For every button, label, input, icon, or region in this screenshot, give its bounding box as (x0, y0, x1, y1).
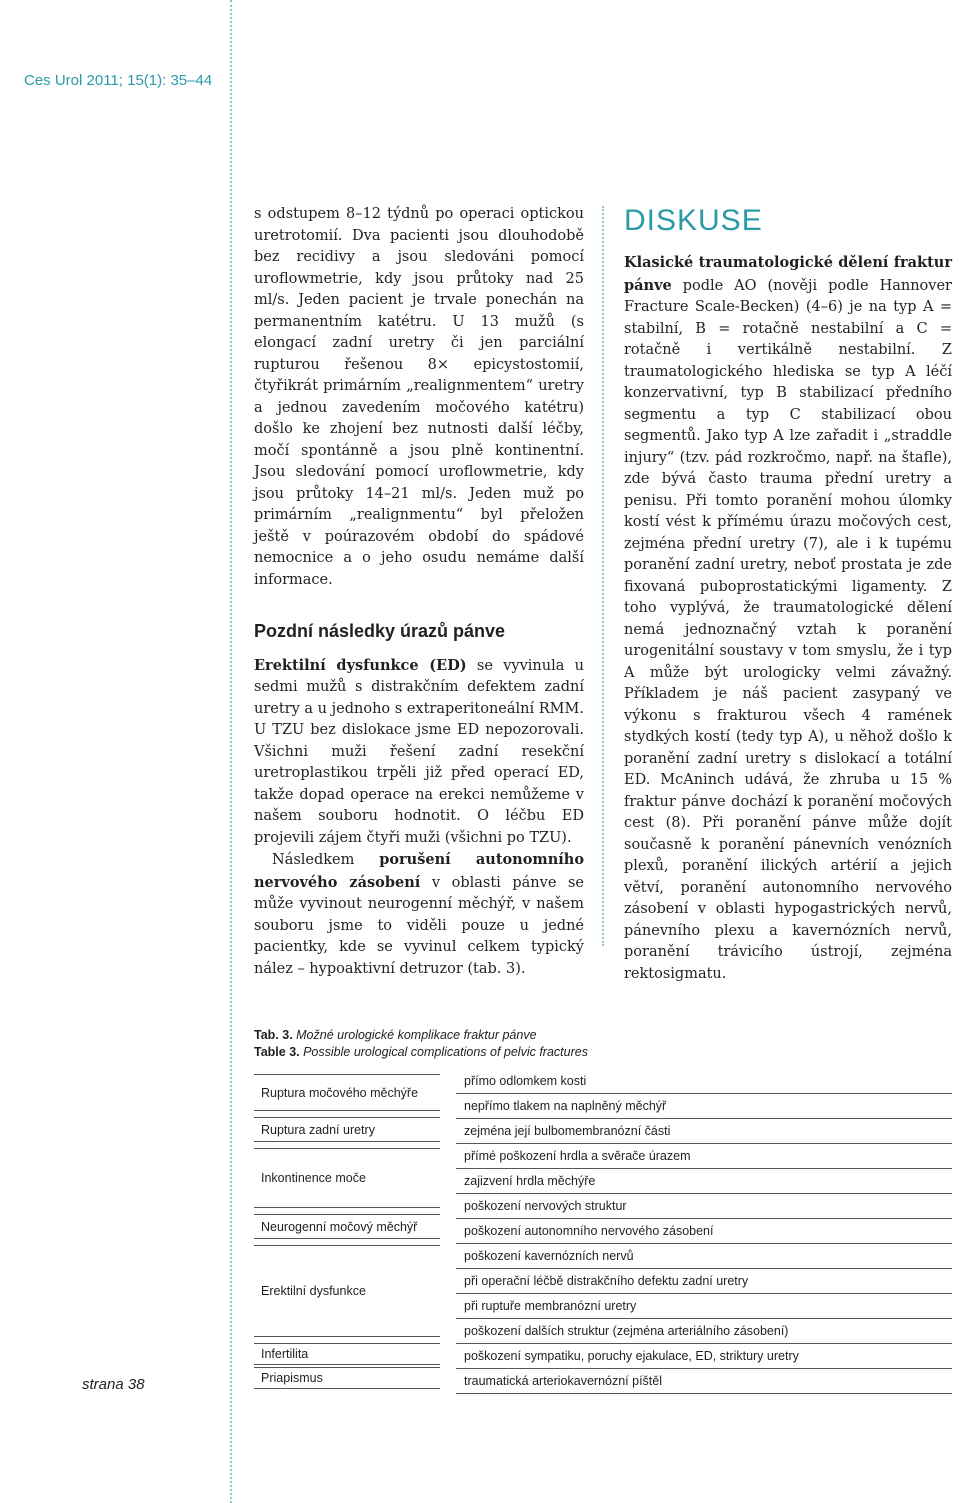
table-right-cell-text: přímé poškození hrdla a svěrače úrazem (464, 1149, 691, 1163)
left-text-column (254, 204, 584, 980)
right-text-column (624, 204, 952, 985)
page-number: strana 38 (82, 1376, 145, 1393)
table-right-cell-text: při operační léčbě distrakčního defektu zadní uretry (464, 1274, 749, 1288)
paragraph-autonomic-nerve (254, 849, 584, 980)
table-left-cell-text: Neurogenní močový měchýř (261, 1219, 418, 1234)
table-left-cell-text: Inkontinence moče (261, 1171, 366, 1185)
table-right-cell (456, 1343, 952, 1368)
table-right-cell-text: poškození nervových struktur (464, 1199, 627, 1213)
paragraph-autonomic-body: v oblasti pánve se může vyvinout neurogenní měchýř, v našem souboru jsme to viděli pouze u jedné pacientky, kde se vyvinul celkem typický nález – hypoaktivní detruzor (tab. 3). (254, 874, 585, 977)
table-right-cell (456, 1068, 952, 1093)
section-heading-discussion: DISKUSE (624, 204, 763, 237)
paragraph-erectile-dysfunction (254, 655, 584, 850)
table-right-cell (456, 1118, 952, 1143)
table-right-cell-text: poškození kavernózních nervů (464, 1249, 634, 1263)
table-right-cell (456, 1268, 952, 1293)
table-right-cell-text: přímo odlomkem kosti (464, 1073, 587, 1088)
table-right-cell-text: poškození sympatiku, poruchy ejakulace, ED, striktury uretry (464, 1349, 799, 1363)
table-bottom-rule (456, 1393, 952, 1394)
table-label-cs: Tab. 3. (254, 1028, 293, 1042)
sidebar (0, 0, 230, 1503)
section-heading-late-consequences: Pozdní následky úrazů pánve (254, 621, 506, 641)
journal-reference: Ces Urol 2011; 15(1): 35–44 (24, 72, 213, 89)
column-divider (602, 206, 604, 946)
term-autonomic-nerve-damage: porušení autonomního nervového zásobení (254, 851, 585, 891)
paragraph-discussion (624, 252, 952, 985)
table-left-cell (254, 1117, 440, 1142)
table-left-cell-text: Priapismus (261, 1371, 323, 1385)
table-right-cell (456, 1093, 952, 1118)
table-title-cs: Možné urologické komplikace fraktur pánve (292, 1028, 537, 1042)
table-right-cell-text: poškození dalších struktur (zejména arteriálního zásobení) (464, 1324, 789, 1338)
table-right-cell (456, 1368, 952, 1393)
table-right-cell-text: poškození autonomního nervového zásobení (464, 1224, 714, 1238)
table-left-cell-text: Ruptura močového měchýře (261, 1085, 419, 1100)
table-left-cell (254, 1367, 440, 1389)
sidebar-divider (230, 0, 232, 1503)
paragraph-autonomic-start: Následkem (272, 852, 380, 868)
table-caption (254, 1027, 588, 1061)
table-caption-en (254, 1044, 588, 1061)
paragraph-results-continued: s odstupem 8–12 týdnů po operaci optickou uretrotomií. Dva pacienti jsou dlouhodobě bez recidivy a jsou sledováni pomocí uroflowmetrie, kdy jsou průtoky nad 25 ml/s. Jeden pacient je trvale ponechán na permanentním katétru. U 13 mužů (s elongací zadní uretry či jen parciální rupturou řešenou 8× epicystostomií, čtyřikrát primárním „realignmentem“ uretry a jednou zavedením močového katétru) došlo ke zhojení bez nutnosti další léčby, močí spontánně a jsou plně kontinentní. Jsou sledování pomocí uroflowmetrie, kdy jsou průtoky 14–21 ml/s. Jeden muž po primárním „realignmentu“ byl přeložen ještě v poúrazovém období do spádové nemocnice a o jeho osudu nemáme další informace. (254, 206, 584, 588)
table-left-cell-text: Ruptura zadní uretry (261, 1122, 375, 1137)
table-right-cell (456, 1143, 952, 1168)
term-classification: Klasické traumatologické dělení fraktur pánve (624, 254, 952, 294)
table-right-cell-text: při ruptuře membranózní uretry (464, 1299, 637, 1313)
table-right-cell (456, 1218, 952, 1243)
table-right-cell (456, 1293, 952, 1318)
table-left-cell (254, 1148, 440, 1208)
table-right-cell (456, 1243, 952, 1268)
table-right-cell (456, 1318, 952, 1343)
table-right-cell-text: zejména její bulbomembranózní části (464, 1124, 671, 1138)
table-right-cell-text: traumatická arteriokavernózní píštěl (464, 1374, 663, 1388)
paragraph-ed-body: se vyvinula u sedmi mužů s distrakčním defektem zadní uretry a u jednoho s extraperitoneální RMM. U TZU bez dislokace jsme ED nepozorovali. Všichni muži řešení zadní resekční uretroplastikou trpěli již před operací ED, takže dopad operace na erekci nemůžeme v našem souboru hodnotit. O léčbu ED projevili zájem čtyři muži (všichni po TZU). (254, 657, 584, 846)
table-caption-cs (254, 1027, 588, 1044)
paragraph-discussion-body: podle AO (nověji podle Hannover Fracture Scale-Becken) (4–6) je na typ A = stabilní, B = rotačně nestabilní a C = rotačně i vertikálně nestabilní. Z traumatologického hlediska se typ A léčí konzervativní, typ B stabilizací předního segmentu a typ C stabilizací obou segmentů. Jako typ A lze zařadit i „straddle injury“ (tzv. pád rozkročmo, např. na štafle), zde bývá často trauma přední uretry a penisu. Při tomto poranění mohou úlomky kostí vést k přímému úrazu močových cest, zejména přední uretry (7), ale i k tupému poranění zadní uretry, neboť prostata je zde fixovaná puboprostatickými ligamenty. Z toho vyplývá, že traumatologické dělení nemá jednoznačný vztah k poranění urogenitální soustavy v tom smyslu, že i typ A může být urologicky velmi závažný. Příkladem je náš pacient zasypaný ve výkonu s frakturou všech 4 ramének stydkých kostí (tedy typ A), u něhož došlo k poranění zadní uretry s dislokací a totální ED. McAninch udává, že zhruba u 15 % fraktur pánve dochází k poranění močových cest (8). Při poranění pánve může dojít současně k poranění pánevních venózních plexů, poranění ilických artérií a jejich větví, poranění autonomního nervového zásobení v oblasti hypogastrických nervů, pánevního plexu a kavernózních nervů, poranění trávicího ústrojí, zejména rektosigmatu. (624, 277, 952, 982)
table-left-cell (254, 1245, 440, 1337)
table-left-cell (254, 1214, 440, 1239)
term-erectile-dysfunction: Erektilní dysfunkce (ED) (254, 656, 467, 674)
table-title-en: Possible urological complications of pelvic fractures (299, 1045, 588, 1059)
table-right-cell-text: zajizvení hrdla měchýře (464, 1174, 596, 1188)
table-label-en: Table 3. (254, 1045, 300, 1059)
table-left-cell-text: Erektilní dysfunkce (261, 1284, 366, 1298)
table-right-cell (456, 1193, 952, 1218)
table-right-cell (456, 1168, 952, 1193)
table-right-cell-text: nepřímo tlakem na naplněný měchýř (464, 1099, 667, 1113)
table-left-cell (254, 1343, 440, 1365)
table-left-cell (254, 1074, 440, 1111)
table-left-cell-text: Infertilita (261, 1347, 309, 1361)
